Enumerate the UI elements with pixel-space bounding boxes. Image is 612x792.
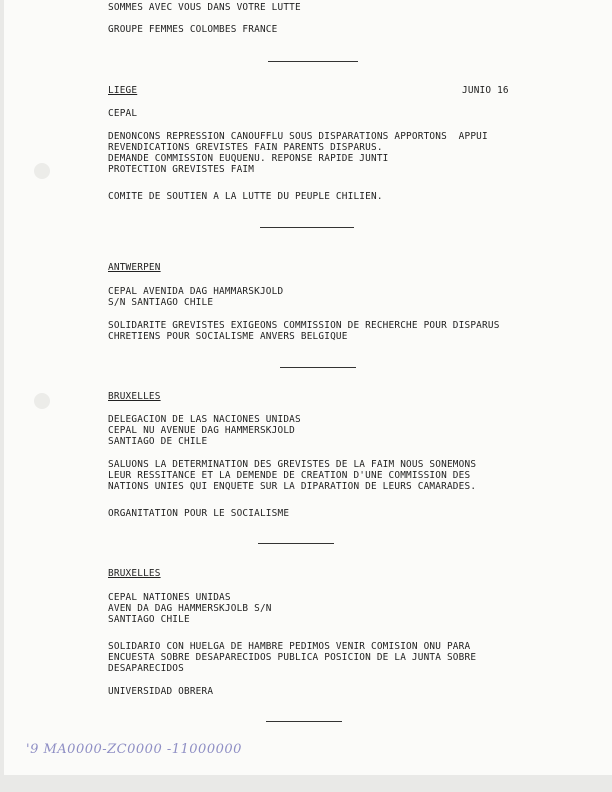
message-line: SALUONS LA DETERMINATION DES GREVISTES DE LA FAIM NOUS SONEMONS	[108, 459, 477, 470]
separator-line	[280, 367, 356, 368]
address-line: S/N SANTIAGO CHILE	[108, 297, 214, 308]
message-line: DEMANDE COMMISSION EUQUENU. REPONSE RAPIDE JUNTI	[108, 153, 389, 164]
city-heading: ANTWERPEN	[108, 262, 161, 273]
message-line: DENONCONS REPRESSION CANOUFFLU SOUS DISPARATIONS APPORTONS APPUI	[108, 131, 488, 142]
city-heading: BRUXELLES	[108, 568, 161, 579]
recipient: CEPAL	[108, 108, 138, 119]
message-line: LEUR RESSITANCE ET LA DEMENDE DE CREATION D'UNE COMMISSION DES	[108, 470, 471, 481]
address-line: CEPAL NATIONES UNIDAS	[108, 592, 231, 603]
sender-signature: ORGANITATION POUR LE SOCIALISME	[108, 508, 290, 519]
address-line: CEPAL NU AVENUE DAG HAMMERSKJOLD	[108, 425, 296, 436]
message-line: PROTECTION GREVISTES FAIM	[108, 164, 255, 175]
address-line: AVEN DA DAG HAMMERSKJOLB S/N	[108, 603, 272, 614]
message-line: SOLIDARITE GREVISTES EXIGEONS COMMISSION DE RECHERCHE POUR DISPARUS	[108, 320, 500, 331]
separator-line	[266, 721, 342, 722]
address-line: DELEGACION DE LAS NACIONES UNIDAS	[108, 414, 301, 425]
city-heading: BRUXELLES	[108, 391, 161, 402]
message-line: SOLIDARIO CON HUELGA DE HAMBRE PEDIMOS VENIR COMISION ONU PARA	[108, 641, 471, 652]
message-line: DESAPARECIDOS	[108, 663, 184, 674]
sender-signature: GROUPE FEMMES COLOMBES FRANCE	[108, 24, 278, 35]
handwritten-reference: '9 MA0000-ZC0000 -11000000	[26, 742, 242, 757]
date: JUNIO 16	[462, 85, 509, 96]
address-line: CEPAL AVENIDA DAG HAMMARSKJOLD	[108, 286, 284, 297]
punch-hole	[34, 163, 50, 179]
closing-line: SOMMES AVEC VOUS DANS VOTRE LUTTE	[108, 2, 301, 13]
city-heading: LIEGE	[108, 85, 138, 96]
punch-hole	[34, 393, 50, 409]
message-line: NATIONS UNIES QUI ENQUETE SUR LA DIPARATION DE LEURS CAMARADES.	[108, 481, 477, 492]
sender-signature: COMITE DE SOUTIEN A LA LUTTE DU PEUPLE CHILIEN.	[108, 191, 383, 202]
separator-line	[260, 227, 354, 228]
message-line: REVENDICATIONS GREVISTES FAIN PARENTS DISPARUS.	[108, 142, 383, 153]
message-line: CHRETIENS POUR SOCIALISME ANVERS BELGIQUE	[108, 331, 348, 342]
address-line: SANTIAGO CHILE	[108, 614, 190, 625]
document-page	[4, 0, 612, 775]
separator-line	[258, 543, 334, 544]
message-line: ENCUESTA SOBRE DESAPARECIDOS PUBLICA POSICION DE LA JUNTA SOBRE	[108, 652, 477, 663]
address-line: SANTIAGO DE CHILE	[108, 436, 208, 447]
sender-signature: UNIVERSIDAD OBRERA	[108, 686, 214, 697]
separator-line	[268, 61, 358, 62]
